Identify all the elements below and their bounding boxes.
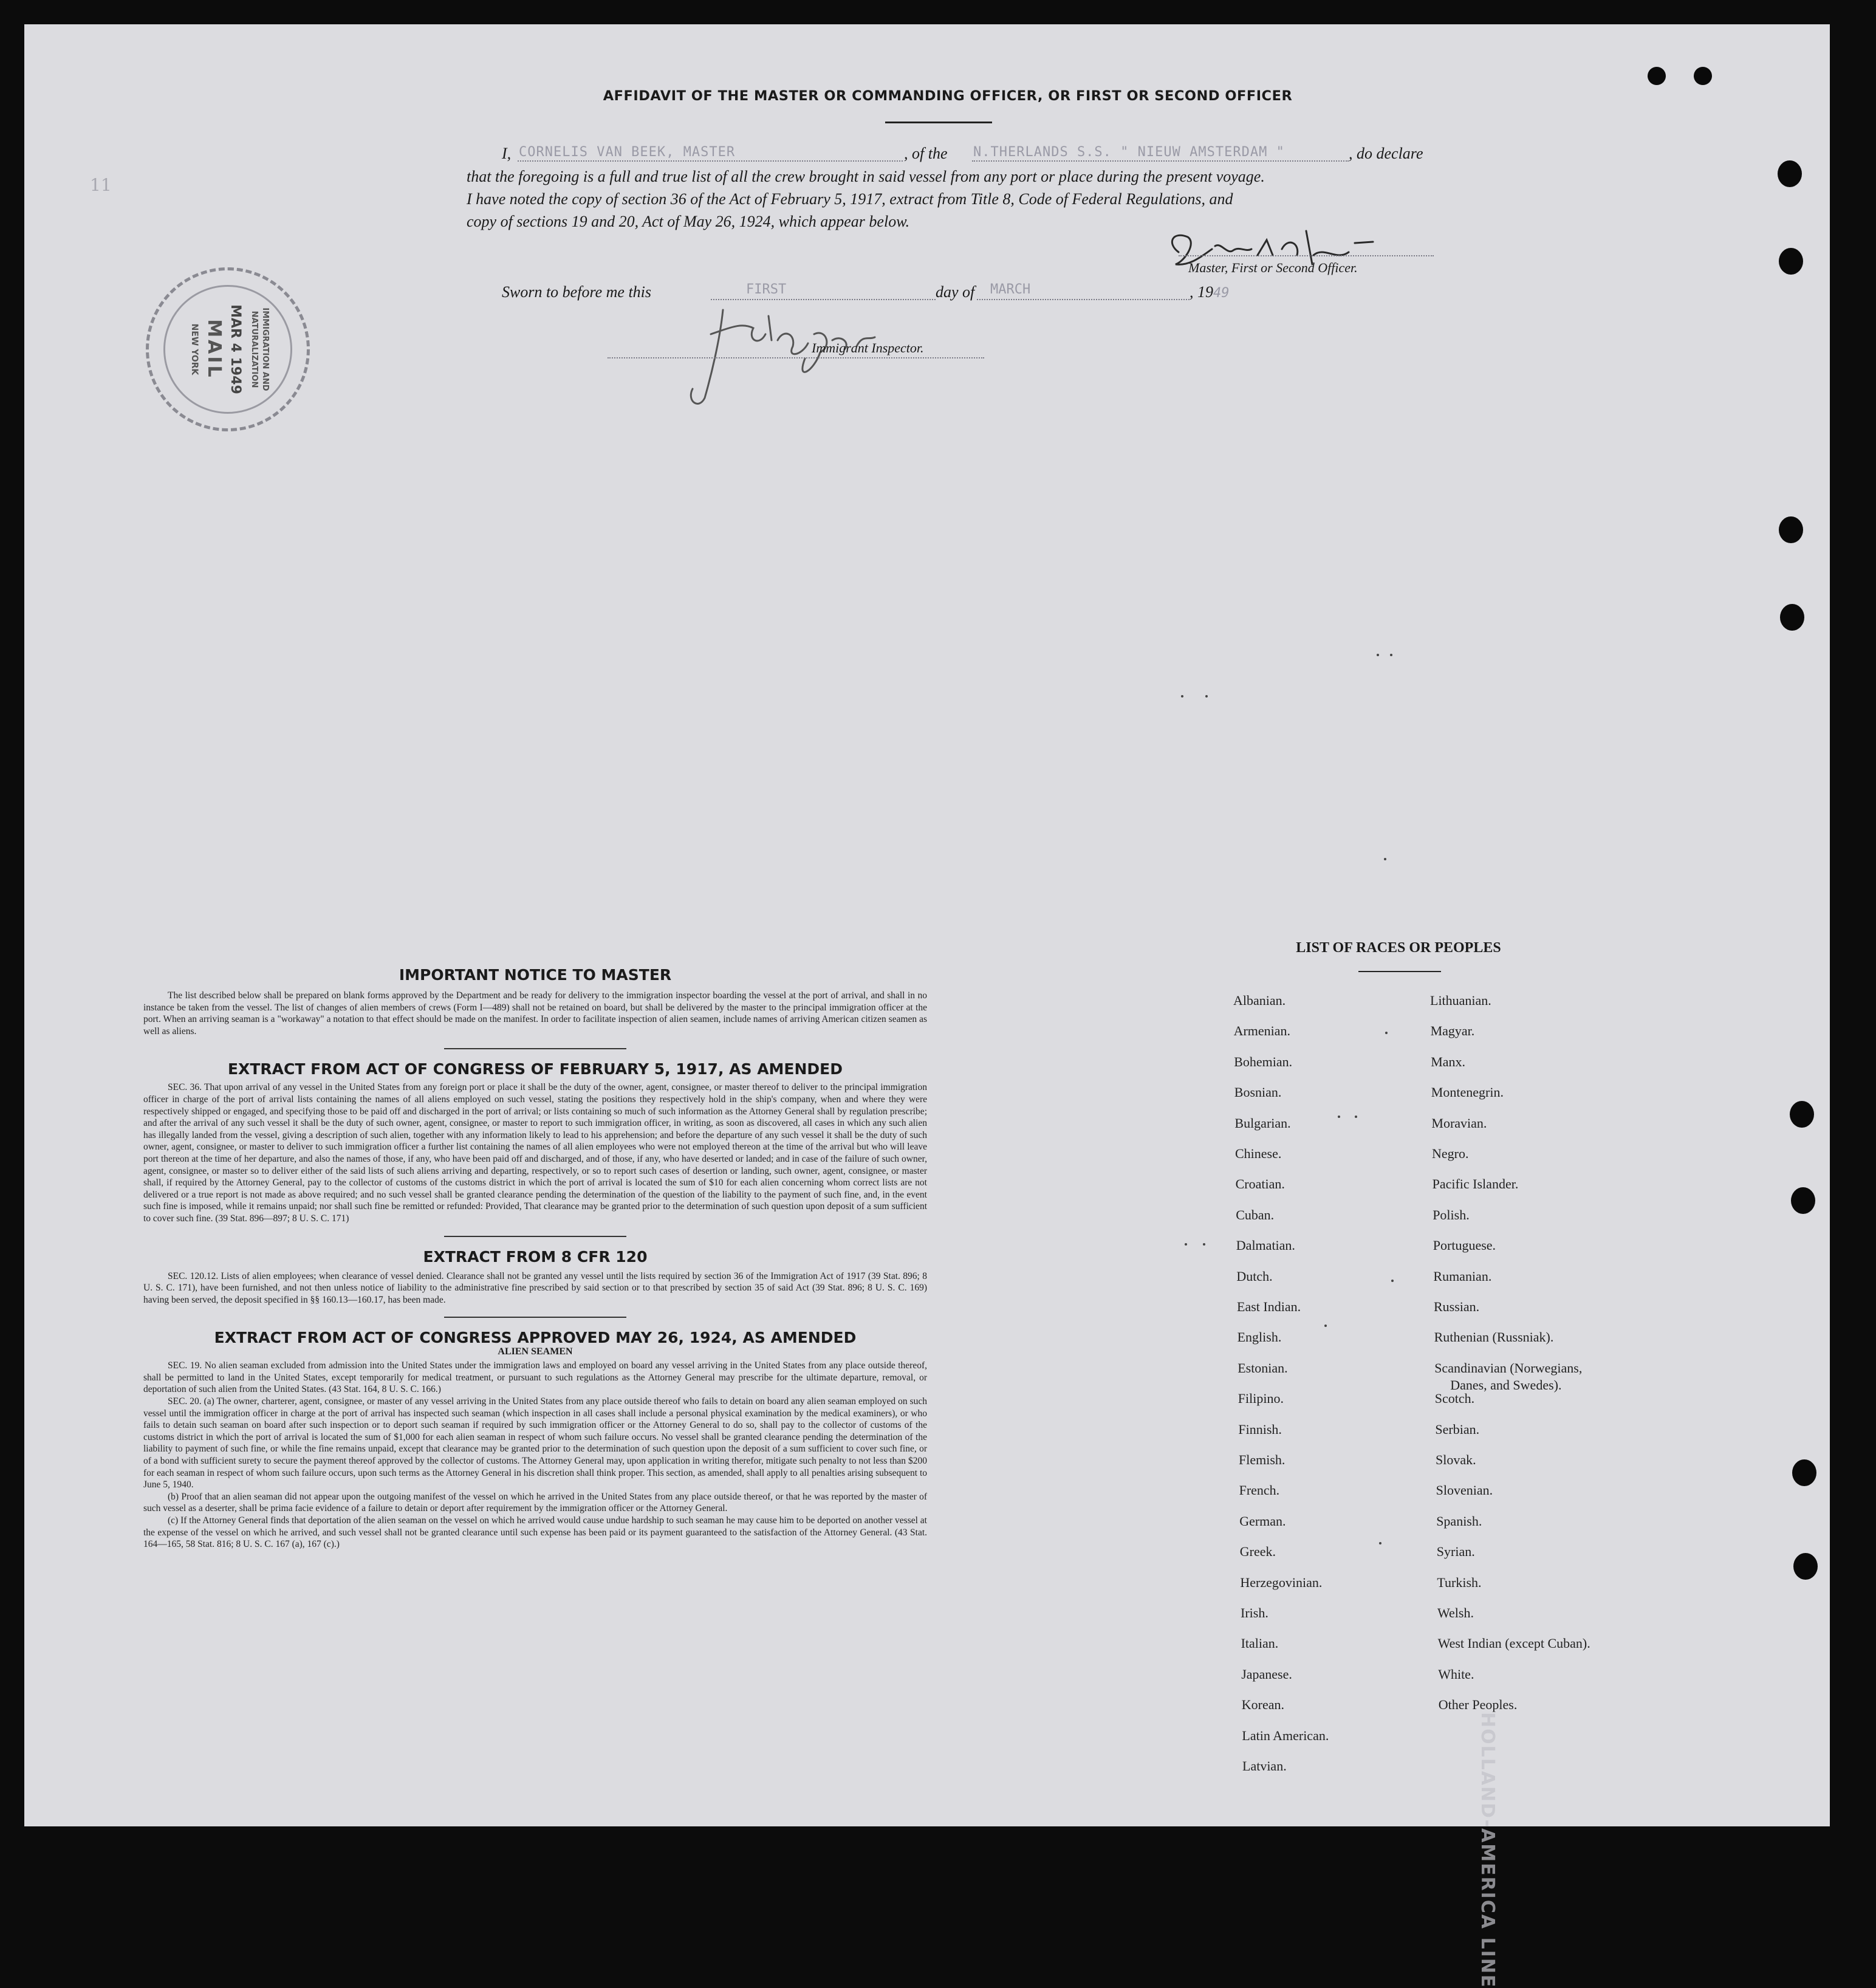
faint-line-stamp: HOLLAND-AMERICA LINE <box>1477 1712 1498 1988</box>
decl-line-3: I have noted the copy of section 36 of the Act of February 5, 1917, extract from Title 8, Code of Federal Regulations, and <box>467 190 1233 208</box>
stamp-line-2: NATURALIZATION <box>250 310 259 388</box>
race-item: Filipino. <box>1238 1391 1284 1407</box>
stamp-inner <box>163 285 292 414</box>
stamp-line-4: MAIL <box>204 319 225 380</box>
extract-1917-title: EXTRACT FROM ACT OF CONGRESS OF FEBRUARY 5, 1917, AS AMENDED <box>227 1060 843 1078</box>
race-item: Slovenian. <box>1436 1482 1493 1498</box>
day-of-label: day of <box>936 283 975 301</box>
race-item: Scandinavian (Norwegians, <box>1434 1360 1583 1376</box>
master-caption: Master, First or Second Officer. <box>1188 260 1358 275</box>
race-item: Magyar. <box>1430 1023 1475 1039</box>
race-item: Rumanian. <box>1433 1268 1492 1284</box>
race-item: Syrian. <box>1436 1544 1475 1560</box>
race-item: West Indian (except Cuban). <box>1437 1636 1590 1651</box>
punch-hole <box>1791 1187 1815 1214</box>
race-item: Flemish. <box>1239 1452 1285 1467</box>
race-item: White. <box>1438 1666 1474 1682</box>
extract-cfr-title: EXTRACT FROM 8 CFR 120 <box>423 1247 648 1266</box>
race-item: Ruthenian (Russniak). <box>1434 1329 1554 1345</box>
decl-line-2: that the foregoing is a full and true list of all the crew brought in said vessel from any port or place during the present voyage. <box>467 168 1265 185</box>
affidavit-title: AFFIDAVIT OF THE MASTER OR COMMANDING OFFICER, OR FIRST OR SECOND OFFICER <box>603 88 1293 104</box>
race-item: Spanish. <box>1436 1513 1482 1529</box>
master-name: CORNELIS VAN BEEK, MASTER <box>519 145 736 160</box>
race-item: Slovak. <box>1436 1452 1476 1467</box>
stamp-line-5: NEW YORK <box>190 323 199 375</box>
decl-line-4: copy of sections 19 and 20, Act of May 26, 1924, which appear below. <box>467 213 910 230</box>
sworn-prefix: Sworn to before me this <box>502 283 652 301</box>
race-item: Other Peoples. <box>1438 1697 1518 1713</box>
extract-cfr-body: SEC. 120.12. Lists of alien employees; when clearance of vessel denied. Clearance shall not be granted any vessel until the lists required by section 36 of the Immigration Act of 1917 (39 Stat. 896; 8 U. S. C. 171), have been furnished, and not then unless notice of liability to the administrative fine prescribed by said section or to that prescribed by section 35 of said Act (39 Stat. 896; 8 U. S. C. 169) having been served, the deposit specified in §§ 160.13—160.17, has been made. <box>143 1270 927 1305</box>
race-item: Danes, and Swedes). <box>1450 1377 1562 1393</box>
inspector-signature-line <box>608 357 984 358</box>
races-title: LIST OF RACES OR PEOPLES <box>1296 940 1501 956</box>
master-name-line <box>518 160 903 162</box>
punch-hole <box>1793 1553 1818 1580</box>
of-the-label: , of the <box>904 145 948 162</box>
sec-20c: (c) If the Attorney General finds that deportation of the alien seaman on the vessel on which he arrived would cause undue hardship to such seaman he may cause him to be deported on another vessel at the expense of the vessel on which he arrived, and such vessel shall not be granted clearance until such expense has been paid or its payment guaranteed to the satisfaction of the Attorney General. (43 Stat. 164—165, 58 Stat. 816; 8 U. S. C. 167 (a), 167 (c).) <box>143 1515 927 1550</box>
race-item: Manx. <box>1431 1054 1466 1069</box>
extract-1917-body: SEC. 36. That upon arrival of any vessel in the United States from any foreign port or place it shall be the duty of the owner, agent, consignee, or master thereof to deliver to the principal immigration officer in charge of the port of arrival lists containing the names of all aliens employed on such vessel, stating the positions they respectively hold in the ship's company, when and where they were respectively shipped or engaged, and specifying those to be paid off and discharged in the port of arrival; or lists containing so much of such information as the Attorney General shall by regulation prescribe; and after the arrival of any such vessel it shall be the duty of such owner, agent, consignee, or master to report to such immigration officer, in writing, as soon as discovered, all cases in which any such alien has illegally landed from the vessel, giving a description of such alien, together with any information likely to lead to his apprehension; and before the departure of any such vessel it shall be the duty of such owner, agent, consignee, or master to deliver to such immigration officer a further list containing the names of all alien employees who were not employed thereon at the time of the arrival but who will leave port thereon at the time of her departure, and also the names of those, if any, who have been paid off and discharged, and of those, if any, who have deserted or landed; and in case of the failure of such owner, agent, consignee, or master so to deliver either of the said lists of such aliens arriving and departing, respectively, or so to report such cases of desertion or landing, such owner, agent, consignee, or master shall, if required by the Attorney General, pay to the collector of customs of the customs district in which the port of arrival is located the sum of $10 for each alien concerning whom correct lists are not delivered or a true report is not made as above required; and no such vessel shall be granted clearance pending the determination of the question of the liability to the payment of such fine, and, in the event such fine is imposed, while it remains unpaid; nor shall such fine be remitted or refunded: Provided, That clearance may be granted prior to the determination of such question upon deposit of a sum sufficient to cover such fine. (39 Stat. 896—897; 8 U. S. C. 171) <box>143 1082 927 1224</box>
race-item: Russian. <box>1434 1299 1480 1314</box>
race-item: Irish. <box>1241 1605 1268 1620</box>
punch-hole <box>1792 1459 1816 1486</box>
title-divider <box>885 122 992 123</box>
race-item: French. <box>1239 1482 1280 1498</box>
race-item: Dutch. <box>1236 1268 1273 1284</box>
punch-hole <box>1648 67 1666 85</box>
punch-hole <box>1779 248 1803 275</box>
race-item: Chinese. <box>1235 1146 1282 1161</box>
manifest-page <box>24 24 1830 1988</box>
notice-body: The list described below shall be prepared on blank forms approved by the Department and be ready for delivery to the immigration inspector boarding the vessel at the port of arrival, and shall in no instance be taken from the vessel. The list of changes of alien members of crews (Form I—489) shall not be retained on board, but shall be delivered by the master to the principal immigration officer at the port. When an arriving seaman is a "workaway" a notation to that effect should be made on the manifest. In order to facilitate inspection of alien seamen, include names of arriving American citizen seamen as well as aliens. <box>143 990 927 1037</box>
punch-hole <box>1780 604 1804 631</box>
do-declare-label: , do declare <box>1349 145 1423 162</box>
race-item: Dalmatian. <box>1236 1238 1295 1253</box>
race-item: Portuguese. <box>1433 1238 1496 1253</box>
punch-hole <box>1779 516 1803 543</box>
margin-mark: 11 <box>90 175 112 195</box>
month-line <box>977 299 1190 300</box>
race-item: Croatian. <box>1235 1176 1285 1192</box>
sec-19: SEC. 19. No alien seaman excluded from admission into the United States under the immigration laws and employed on board any vessel arriving in the United States from any place outside thereof, shall be permitted to land in the United States, except temporarily for medical treatment, or pursuant to such regulations as the Attorney General may prescribe for the ultimate departure, removal, or deportation of such alien from the United States. (43 Stat. 164, 8 U. S. C. 166.) <box>143 1360 927 1395</box>
race-item: Finnish. <box>1238 1421 1282 1437</box>
race-item: Moravian. <box>1431 1115 1487 1131</box>
race-item: Bohemian. <box>1234 1054 1293 1069</box>
race-item: Latin American. <box>1242 1727 1329 1743</box>
immigration-stamp <box>146 267 310 431</box>
race-item: Japanese. <box>1241 1666 1292 1682</box>
race-item: Bulgarian. <box>1234 1115 1291 1131</box>
race-item: Bosnian. <box>1234 1085 1282 1100</box>
extract-1924-title: EXTRACT FROM ACT OF CONGRESS APPROVED MAY 26, 1924, AS AMENDED <box>214 1329 857 1347</box>
race-item: Negro. <box>1432 1146 1469 1161</box>
race-item: Polish. <box>1433 1207 1470 1222</box>
sworn-month: MARCH <box>990 282 1031 297</box>
race-item: Estonian. <box>1238 1360 1288 1376</box>
race-item: Italian. <box>1241 1636 1279 1651</box>
race-item: East Indian. <box>1237 1299 1301 1314</box>
master-signature-line <box>1179 255 1434 256</box>
sec-20a: SEC. 20. (a) The owner, charterer, agent, consignee, or master of any vessel arriving in the United States from any place outside thereof who fails to detain on board any alien seaman employed on such vessel until the immigration officer in charge at the port of arrival has inspected such seaman (which inspection in all cases shall include a personal physical examination by the medical examiners), or who fails to detain such seaman on board after such inspection or to deport such seaman if required by such immigration officer or the Attorney General to do so, shall pay to the collector of customs of the customs district in which the port of arrival is located the sum of $1,000 for each alien seaman in respect of whom such failure occurs. No vessel shall be granted clearance pending the determination of the liability to payment of such fine, or while the fine remains unpaid, except that clearance may be granted prior to the determination of such question upon the deposit of a sum sufficient to cover such fine, or of a bond with sufficient surety to secure the payment thereof approved by the collector of customs. The Attorney General may, upon application in writing therefor, mitigate such penalty to not less than $200 for each seaman in respect of whom such failure occurs, upon such terms as the Attorney General in his discretion shall think proper. This section, as amended, shall apply to all penalties arising subsequent to June 5, 1940. <box>143 1396 927 1490</box>
i-prefix: I, <box>502 145 512 162</box>
vessel-line <box>972 160 1349 162</box>
race-item: Armenian. <box>1233 1023 1291 1039</box>
races-divider <box>1358 971 1441 972</box>
sworn-day: FIRST <box>746 282 787 297</box>
notice-divider-3 <box>444 1317 626 1318</box>
race-item: English. <box>1237 1329 1282 1345</box>
inspector-caption: Immigrant Inspector. <box>812 340 924 355</box>
race-item: Albanian. <box>1233 993 1286 1008</box>
sec-20b: (b) Proof that an alien seaman did not appear upon the outgoing manifest of the vessel on which he arrived in the United States from any place outside thereof, or that he was reported by the master of such vessel as a deserter, shall be prima facie evidence of a failure to detain or deport after requirement by the immigration officer or the Attorney General. <box>143 1491 927 1514</box>
race-item: Pacific Islander. <box>1432 1176 1519 1192</box>
race-item: Montenegrin. <box>1431 1085 1504 1100</box>
notice-divider-1 <box>444 1048 626 1049</box>
extract-1924-body <box>143 1360 927 1551</box>
race-item: Herzegovinian. <box>1240 1574 1323 1590</box>
year-prefix: , 19 <box>1190 283 1213 301</box>
race-item: Cuban. <box>1236 1207 1275 1222</box>
race-item: Turkish. <box>1437 1574 1482 1590</box>
extract-1924-subtitle: ALIEN SEAMEN <box>498 1346 573 1357</box>
punch-hole <box>1778 160 1802 187</box>
race-item: German. <box>1239 1513 1286 1529</box>
punch-hole <box>1694 67 1712 85</box>
stamp-line-1: IMMIGRATION AND <box>261 307 270 391</box>
race-item: Greek. <box>1239 1544 1276 1560</box>
race-item: Welsh. <box>1437 1605 1474 1620</box>
race-item: Scotch. <box>1434 1391 1475 1407</box>
race-item: Lithuanian. <box>1430 993 1491 1008</box>
race-item: Serbian. <box>1435 1421 1480 1437</box>
notice-title: IMPORTANT NOTICE TO MASTER <box>399 966 672 984</box>
notice-divider-2 <box>444 1236 626 1237</box>
race-item: Korean. <box>1241 1697 1285 1713</box>
vessel-name: N.THERLANDS S.S. " NIEUW AMSTERDAM " <box>973 145 1285 160</box>
notice-section <box>143 966 927 1551</box>
stamp-line-3: MAR 4 1949 <box>228 304 243 394</box>
year-suffix: 49 <box>1213 286 1230 301</box>
punch-hole <box>1790 1101 1814 1128</box>
race-item: Latvian. <box>1242 1758 1287 1774</box>
year-label <box>1190 281 1230 304</box>
